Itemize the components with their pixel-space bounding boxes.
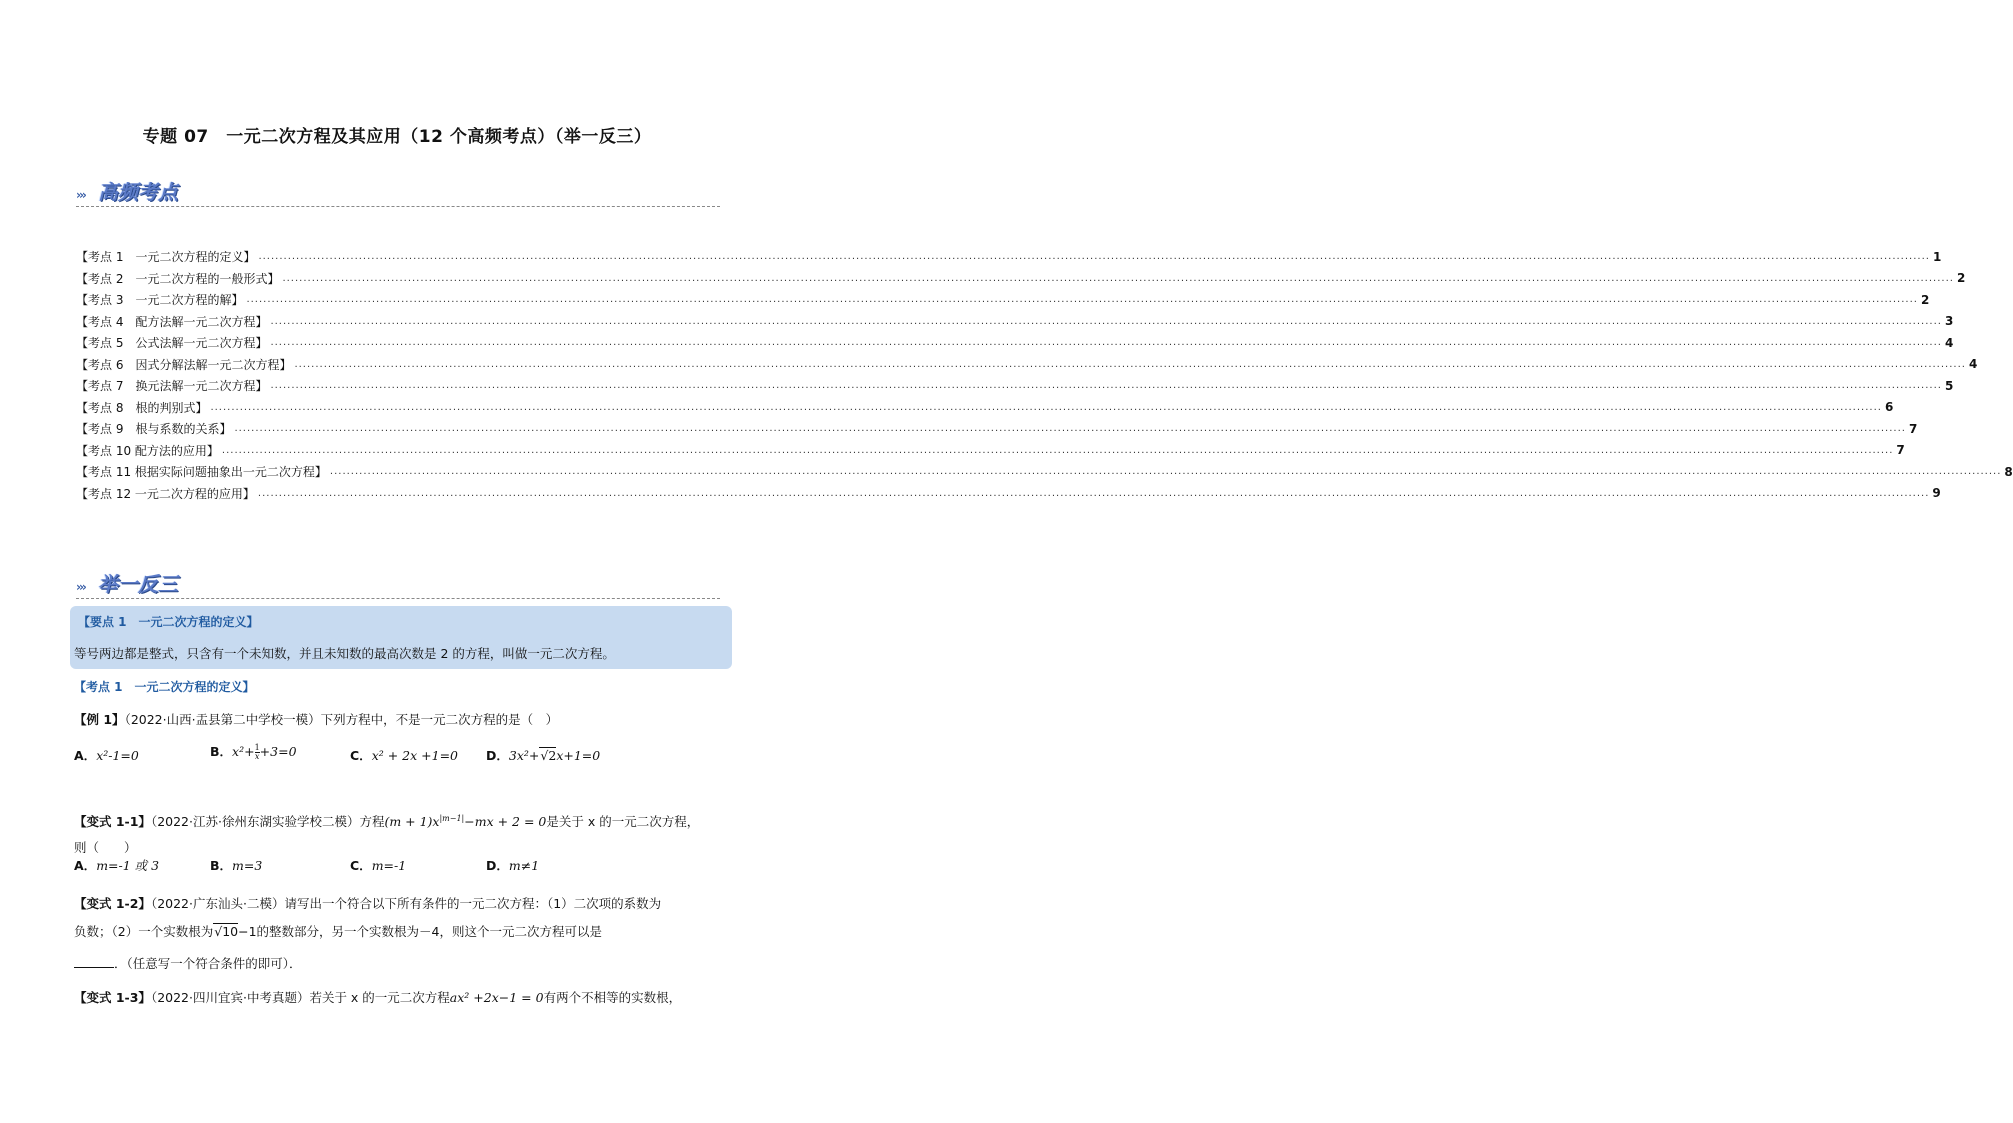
- arrows-icon: ›››: [76, 580, 85, 594]
- example-text: （2022·山西·盂县第二中学校一模）下列方程中，不是一元二次方程的是（ ）: [124, 712, 559, 727]
- arrows-icon: ›››: [76, 188, 85, 202]
- toc-item-label: 【考点 11 根据实际问题抽象出一元二次方程】: [76, 465, 327, 480]
- toc-item[interactable]: [76, 418, 1918, 440]
- toc-item[interactable]: [76, 354, 1978, 376]
- toc-item[interactable]: [76, 268, 1966, 290]
- option-d: D．m≠1: [486, 858, 540, 873]
- toc-item[interactable]: [76, 461, 2013, 483]
- variant-1-3: 【变式 1-3】（2022·四川宜宾·中考真题）若关于 x 的一元二次方程ax² +2x−1 = 0有两个不相等的实数根，: [74, 990, 682, 1005]
- toc-leader-dots: ................................................................................................................................................................................................................................................................................................................................................................................................................: [270, 337, 1942, 349]
- toc-item-page: 9: [1932, 486, 1941, 501]
- toc-item-page: 2: [1956, 271, 1966, 286]
- toc-item-page: 5: [1944, 378, 1954, 393]
- example-1: [74, 710, 558, 728]
- toc-leader-dots: ................................................................................................................................................................................................................................................................................................................................................................................................................: [246, 294, 1918, 306]
- toc-leader-dots: ................................................................................................................................................................................................................................................................................................................................................................................................................: [257, 487, 1930, 499]
- toc-leader-dots: ................................................................................................................................................................................................................................................................................................................................................................................................................: [270, 380, 1942, 392]
- toc-item-page: 4: [1968, 357, 1978, 372]
- option-c: C．x² + 2x +1=0: [350, 748, 458, 763]
- toc-item-page: 8: [2004, 464, 2013, 479]
- dashed-divider: [76, 206, 720, 207]
- section-banner: 高频考点: [98, 180, 178, 204]
- toc-item[interactable]: [76, 289, 1930, 311]
- toc-leader-dots: ................................................................................................................................................................................................................................................................................................................................................................................................................: [282, 272, 1954, 284]
- kaodian-label: 【考点 1 一元二次方程的定义】: [74, 680, 255, 694]
- toc-item-label: 【考点 6 因式分解法解一元二次方程】: [76, 357, 292, 372]
- option-b: B．x²+ $\frac{1}{x}$ +3=0: [210, 743, 297, 761]
- example-1-options: [74, 743, 720, 766]
- toc-item-page: 7: [1896, 443, 1905, 458]
- toc-item-label: 【考点 9 根与系数的关系】: [76, 422, 232, 437]
- toc-item-page: 1: [1932, 249, 1942, 264]
- section-header-gaopin: [76, 176, 720, 208]
- toc-item-label: 【考点 5 公式法解一元二次方程】: [76, 336, 268, 351]
- toc-item-label: 【考点 1 一元二次方程的定义】: [76, 250, 256, 265]
- toc-leader-dots: ................................................................................................................................................................................................................................................................................................................................................................................................................: [270, 315, 1942, 327]
- dashed-divider: [76, 598, 720, 599]
- option-c: C．m=-1: [350, 858, 407, 873]
- variant-1-1-options: [74, 856, 720, 876]
- toc-leader-dots: ................................................................................................................................................................................................................................................................................................................................................................................................................: [294, 358, 1966, 370]
- variant-1-2-line3: ．（任意写一个符合条件的即可）．: [74, 954, 302, 972]
- toc-leader-dots: ................................................................................................................................................................................................................................................................................................................................................................................................................: [221, 444, 1894, 456]
- toc-item-label: 【考点 10 配方法的应用】: [76, 443, 219, 458]
- section-banner: 举一反三: [98, 572, 178, 596]
- toc-item-label: 【考点 12 一元二次方程的应用】: [76, 486, 255, 501]
- variant-1-1-then: [74, 818, 78, 833]
- toc-item-label: 【考点 4 配方法解一元二次方程】: [76, 314, 268, 329]
- variant-1-2-line2: 负数；（2）一个实数根为√10−1的整数部分，另一个实数根为－4，则这个一元二次方程可以是: [74, 924, 602, 939]
- variant-tag: 【变式 1-3】: [74, 990, 151, 1005]
- option-a: A．x²-1=0: [74, 748, 139, 763]
- section-header-juyi: [76, 568, 720, 600]
- sqrt-sign: √2: [540, 748, 557, 763]
- toc-item[interactable]: [76, 375, 1954, 397]
- toc-leader-dots: ................................................................................................................................................................................................................................................................................................................................................................................................................: [329, 466, 2002, 478]
- variant-1-1: 【变式 1-1】（2022·江苏·徐州东湖实验学校二模）方程$(m + 1)x^{|m-1|}-mx + 2 = 0$是关于 x 的一元二次方程，: [74, 813, 700, 829]
- toc-item[interactable]: [76, 397, 1894, 419]
- variant-1-2: 【变式 1-2】（2022·广东汕头·二模）请写出一个符合以下所有条件的一元二次方程：（1）二次项的系数为: [74, 896, 662, 911]
- toc-item-label: 【考点 2 一元二次方程的一般形式】: [76, 271, 280, 286]
- option-a: A．m=-1 或 3: [74, 858, 160, 873]
- toc-item-label: 【考点 3 一元二次方程的解】: [76, 293, 244, 308]
- toc-item[interactable]: [76, 483, 1941, 505]
- key-point-box: [70, 606, 732, 669]
- toc-leader-dots: ................................................................................................................................................................................................................................................................................................................................................................................................................: [258, 251, 1930, 263]
- toc-item[interactable]: [76, 246, 1942, 268]
- toc-item-page: 3: [1944, 314, 1954, 329]
- document-title: 专题 07 一元二次方程及其应用（12 个高频考点）（举一反三）: [142, 127, 652, 147]
- toc-item[interactable]: [76, 311, 1954, 333]
- variant-1-1-line2-text: 则（ ）: [74, 840, 137, 855]
- toc-item[interactable]: [76, 440, 1905, 462]
- sqrt-sign: √10: [214, 924, 239, 939]
- answer-blank: [74, 967, 114, 968]
- toc-item-label: 【考点 7 换元法解一元二次方程】: [76, 379, 268, 394]
- toc-item-page: 2: [1920, 292, 1930, 307]
- toc-item-label: 【考点 8 根的判别式】: [76, 400, 208, 415]
- table-of-contents: [76, 246, 2013, 504]
- toc-item-page: 4: [1944, 335, 1954, 350]
- toc-leader-dots: ................................................................................................................................................................................................................................................................................................................................................................................................................: [210, 401, 1882, 413]
- key-point-description: 等号两边都是整式，只含有一个未知数，并且未知数的最高次数是 2 的方程，叫做一元二次方程。: [74, 646, 615, 661]
- toc-item-page: 6: [1884, 400, 1894, 415]
- toc-item-page: 7: [1908, 421, 1918, 436]
- option-b: B．m=3: [210, 858, 263, 873]
- toc-leader-dots: ................................................................................................................................................................................................................................................................................................................................................................................................................: [234, 423, 1906, 435]
- option-d: D．3x²+√2x+1=0: [486, 748, 601, 763]
- key-point-title: 【要点 1 一元二次方程的定义】: [78, 615, 259, 629]
- variant-tag: 【变式 1-2】: [74, 896, 151, 911]
- variant-tag: 【变式 1-1】: [74, 814, 151, 829]
- example-tag: 【例 1】: [74, 712, 125, 727]
- toc-item[interactable]: [76, 332, 1954, 354]
